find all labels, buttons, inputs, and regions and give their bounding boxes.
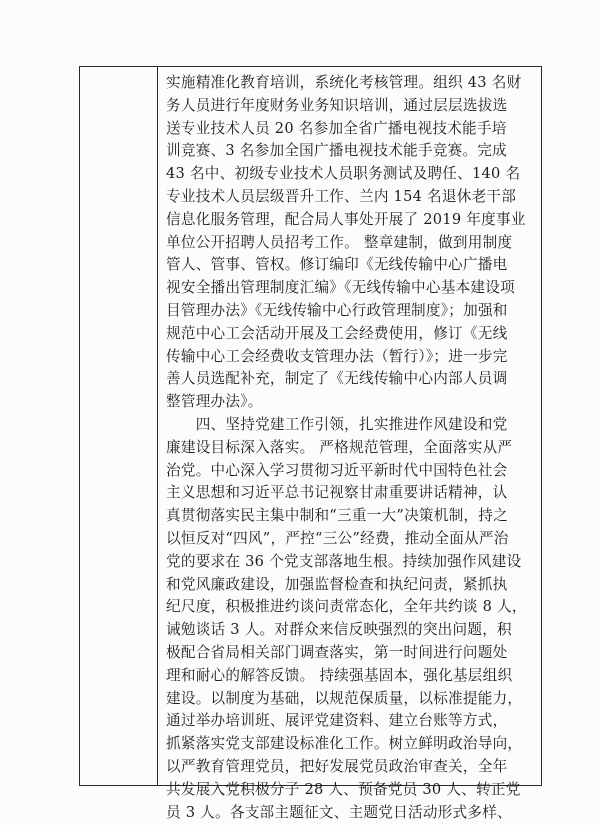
text-line: 送专业技术人员 20 名参加全省广播电视技术能手培 (166, 119, 507, 137)
text-line: 极配合省局相关部门调查落实，第一时间进行问题处 (166, 643, 508, 661)
text-line: 实施精准化教育培训，系统化考核管理。组织 43 名财 (166, 74, 522, 91)
text-line: 真贯彻落实民主集中制和“三重一大”决策机制，持之 (166, 507, 508, 525)
text-line: 专业技术人员层级晋升工作、兰内 154 名退休老干部 (166, 187, 517, 205)
text-line: 目管理办法》《无线传输中心行政管理制度》；加强和 (166, 301, 508, 319)
text-line: 单位公开招聘人员招考工作。 整章建制，做到用制度 (166, 233, 513, 251)
text-line: 理和耐心的解答反馈。 持续强基固本，强化基层组织 (166, 666, 513, 684)
text-line: 抓紧落实党支部建设标准化工作。树立鲜明政治导向， (166, 735, 523, 753)
text-line: 以恒反对“四风”，严控“三公”经费，推动全面从严治 (166, 529, 509, 547)
text-line: 纪尺度，积极推进约谈问责常态化，全年共约谈 8 人， (166, 598, 527, 616)
text-line: 员 3 人。各支部主题征文、主题党日活动形式多样、 (166, 803, 512, 821)
report-body-text (166, 72, 536, 824)
text-line: 43 名中、初级专业技术人员职务测试及聘任、140 名 (166, 165, 521, 183)
text-line: 建设。以制度为基础，以规范保质量，以标准提能力， (166, 689, 523, 707)
text-line: 训竞赛、3 名参加全国广播电视技术能手竞赛。完成 (166, 142, 507, 160)
text-line: 廉建设目标深入落实。 严格规范管理，全面落实从严 (166, 438, 513, 456)
text-line: 传输中心工会经费收支管理办法（暂行）》；进一步完 (166, 347, 508, 365)
report-table (79, 66, 542, 821)
text-line: 规范中心工会活动开展及工会经费使用，修订《无线 (166, 324, 508, 342)
text-line: 以严教育管理党员，把好发展党员政治审查关，全年 (166, 757, 508, 775)
text-line: 管人、管事、管权。修订编印《无线传输中心广播电 (166, 256, 508, 274)
text-line: 善人员选配补充，制定了《无线传输中心内部人员调 (166, 370, 508, 388)
column-divider (157, 67, 158, 785)
text-line: 四、坚持党建工作引领，扎实推进作风建设和党 (166, 415, 508, 433)
text-line: 治党。中心深入学习贯彻习近平新时代中国特色社会 (166, 461, 508, 479)
text-line: 通过举办培训班、展评党建资料、建立台账等方式， (166, 712, 508, 730)
text-line: 诫勉谈话 3 人。对群众来信反映强烈的突出问题，积 (166, 621, 512, 639)
text-line: 整管理办法》。 (166, 393, 263, 411)
text-line: 务人员进行年度财务业务知识培训，通过层层选拔选 (166, 96, 508, 114)
text-line: 共发展入党积极分子 28 人、预备党员 30 人、转正党 (166, 780, 521, 798)
text-line: 信息化服务管理，配合局人事处开展了 2019 年度事业 (166, 210, 526, 228)
text-line: 党的要求在 36 个党支部落地生根。持续加强作风建设 (166, 552, 522, 570)
text-line: 和党风廉政建设，加强监督检查和执纪问责，紧抓执 (166, 575, 508, 593)
text-line: 主义思想和习近平总书记视察甘肃重要讲话精神，认 (166, 484, 508, 502)
table-label-cell (80, 67, 157, 785)
text-line: 视安全播出管理制度汇编》《无线传输中心基本建设项 (166, 279, 515, 297)
